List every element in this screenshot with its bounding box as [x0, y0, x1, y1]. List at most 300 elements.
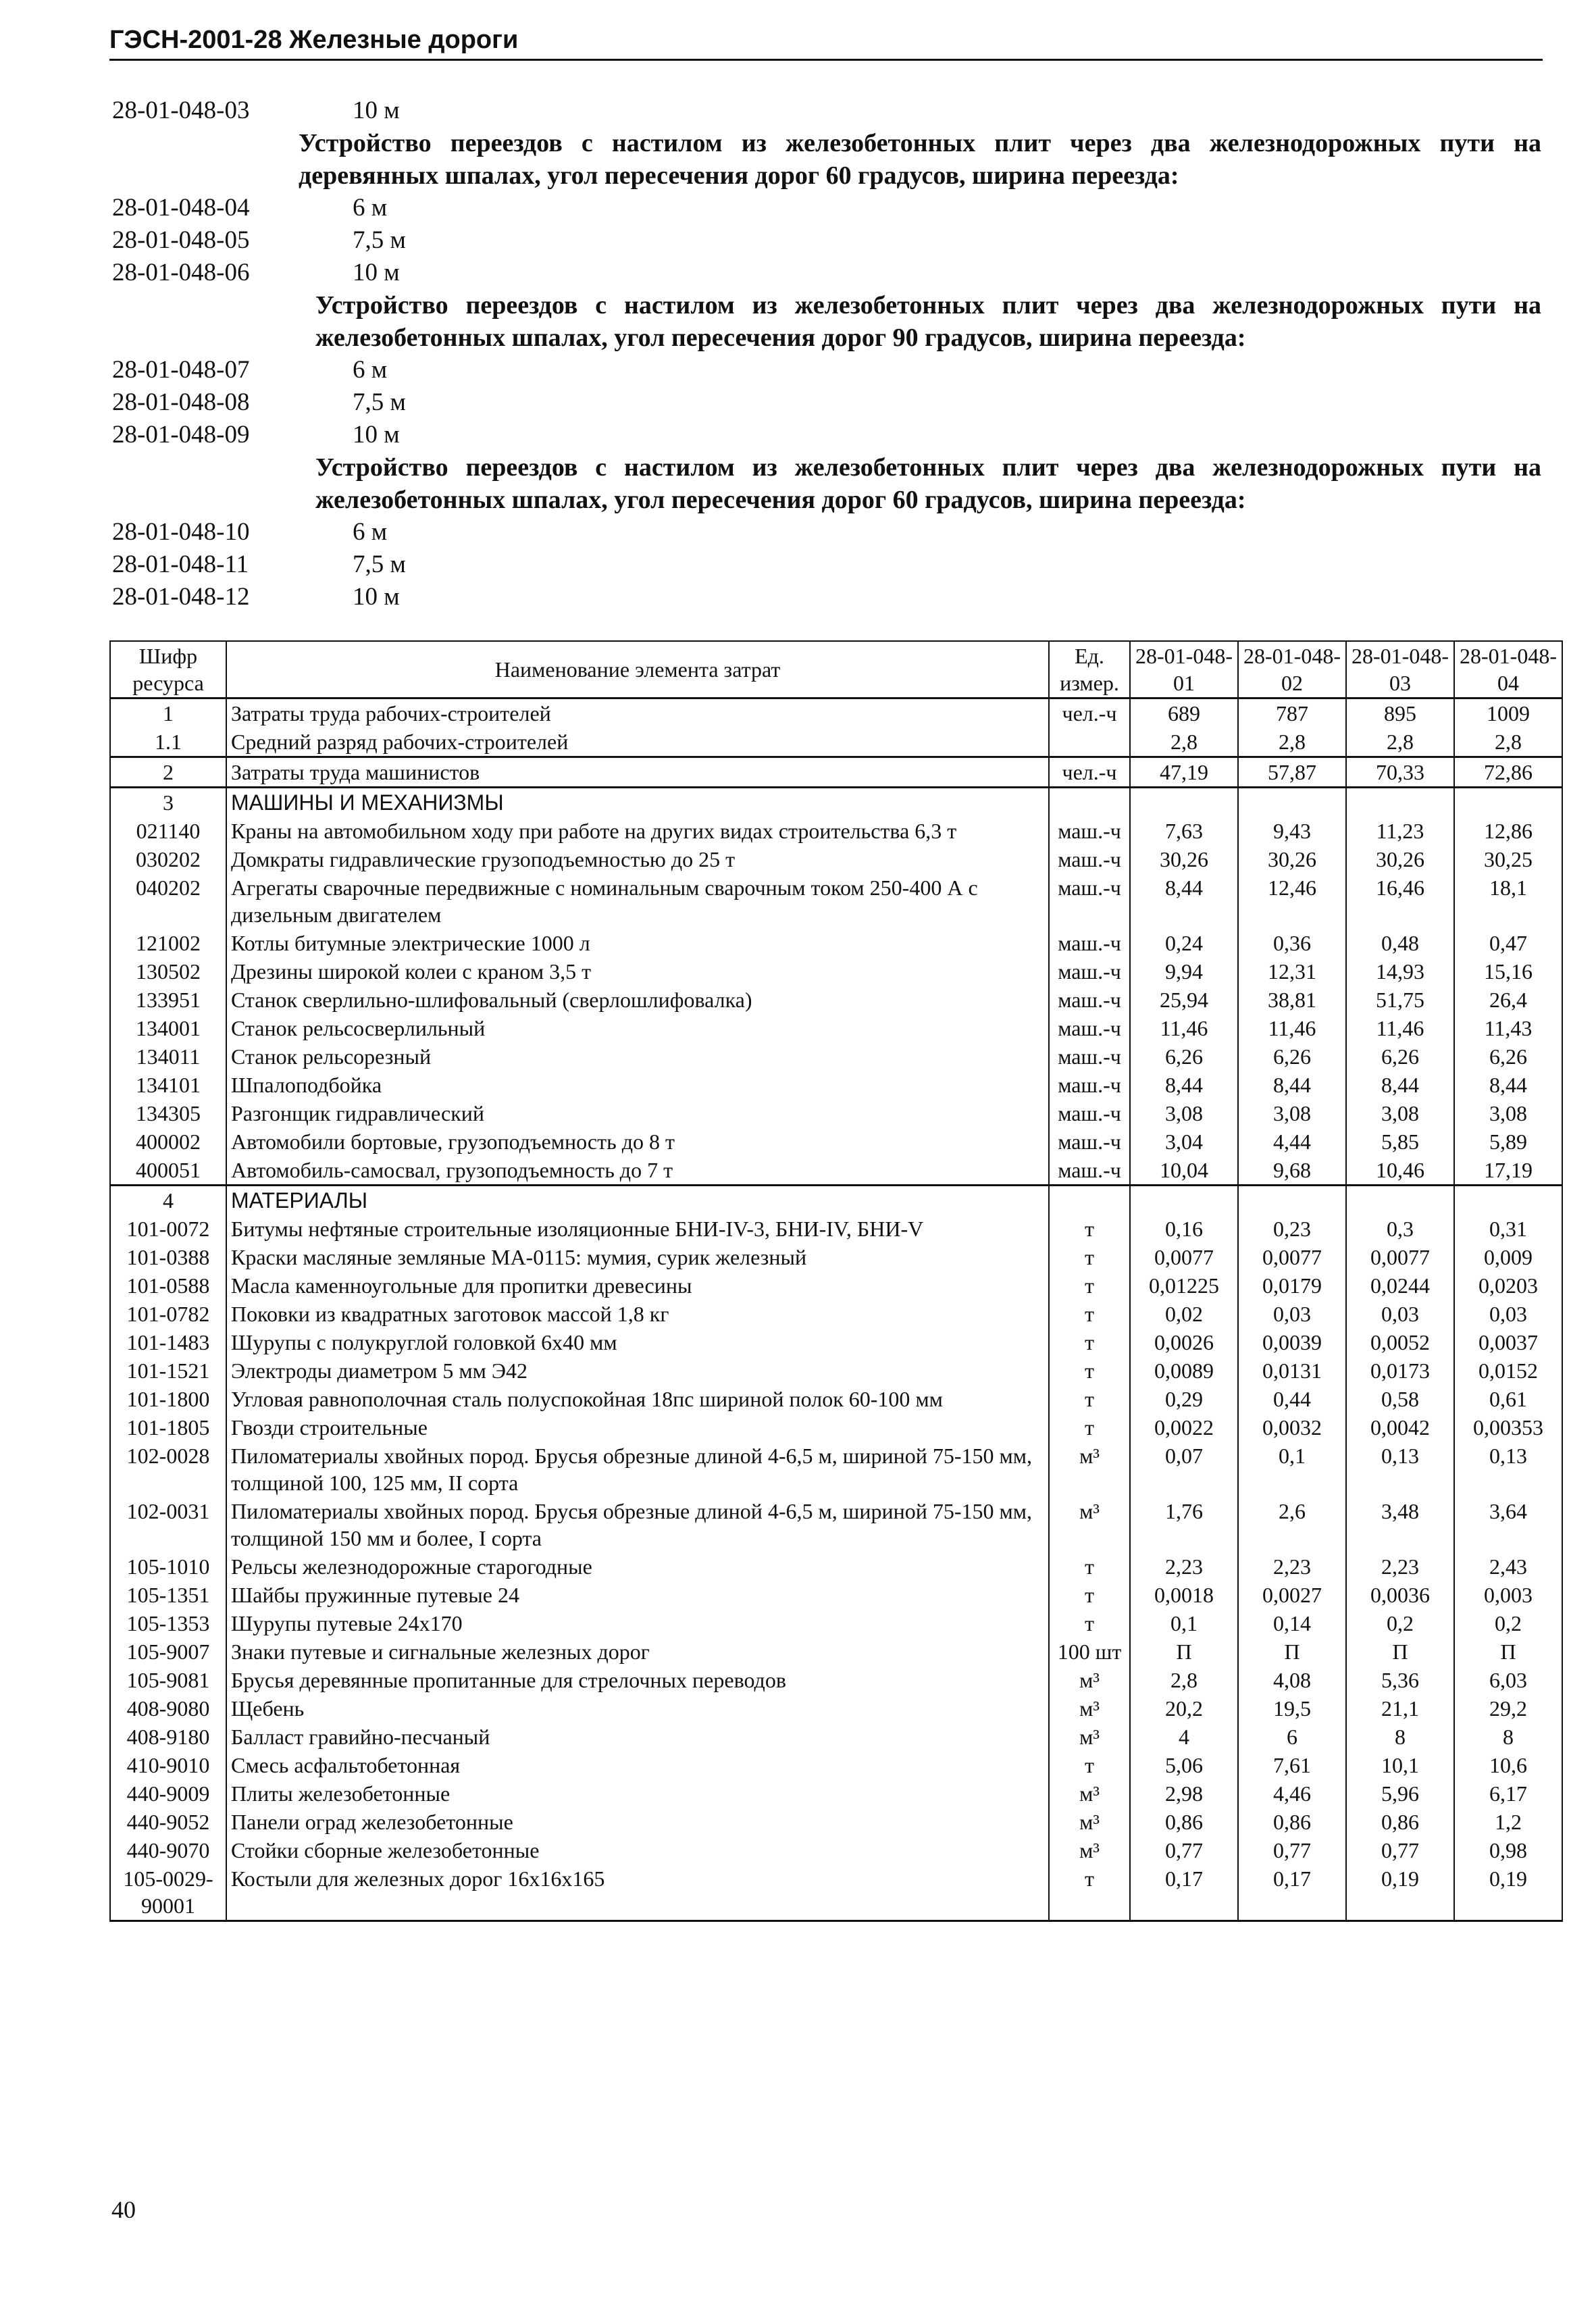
item-width: 6 м: [353, 356, 388, 384]
cell-value: 3,08: [1130, 1099, 1238, 1127]
cell-value: 8: [1454, 1723, 1562, 1751]
item-width: 10 м: [353, 583, 400, 611]
cell-value: 30,26: [1346, 845, 1454, 873]
cell-value: 0,44: [1238, 1385, 1346, 1413]
table-body: [110, 698, 1562, 1921]
cell-value: 10,6: [1454, 1751, 1562, 1779]
cell-code: 121002: [110, 929, 226, 957]
cell-value: 0,1: [1130, 1609, 1238, 1637]
cell-value: 0,2: [1454, 1609, 1562, 1637]
cell-value: 3,08: [1346, 1099, 1454, 1127]
cell-value: 5,36: [1346, 1666, 1454, 1694]
cell-value: 6: [1238, 1723, 1346, 1751]
cell-value: 3,04: [1130, 1127, 1238, 1156]
item-description: Устройство переездов с настилом из железобетонных плит через два железнодорожных пути на деревянных шпалах, угол пересечения дорог 60 градусов, ширина переезда:: [299, 129, 1541, 190]
cell-code: 101-0782: [110, 1300, 226, 1328]
list-item: [109, 549, 1543, 581]
cell-value: 9,94: [1130, 957, 1238, 986]
table-row: [110, 817, 1562, 845]
cell-code: 408-9080: [110, 1694, 226, 1723]
cell-code: 105-0029-90001: [110, 1864, 226, 1921]
table-row: [110, 1442, 1562, 1497]
table-row: [110, 1215, 1562, 1243]
list-item: [109, 516, 1543, 549]
cell-value: [1346, 788, 1454, 817]
item-width: 7,5 м: [353, 388, 406, 416]
item-code: 28-01-048-08: [112, 388, 250, 416]
header-col-1: 28-01-048-01: [1130, 641, 1238, 698]
cell-value: 1,2: [1454, 1808, 1562, 1836]
cell-name: Домкраты гидравлические грузоподъемностью до 25 т: [226, 845, 1049, 873]
cell-code: 3: [110, 788, 226, 817]
item-width: 7,5 м: [353, 551, 406, 578]
list-item: [109, 95, 1543, 127]
cell-value: 2,8: [1454, 728, 1562, 757]
page-number: 40: [111, 2196, 136, 2223]
cell-code: 400002: [110, 1127, 226, 1156]
header-name: Наименование элемента затрат: [226, 641, 1049, 698]
cell-value: 8,44: [1346, 1071, 1454, 1099]
table-row: [110, 1328, 1562, 1356]
cell-code: 133951: [110, 986, 226, 1014]
cell-value: 0,86: [1238, 1808, 1346, 1836]
cell-value: 14,93: [1346, 957, 1454, 986]
cell-code: 105-9081: [110, 1666, 226, 1694]
cell-value: 0,03: [1238, 1300, 1346, 1328]
cell-code: 101-1483: [110, 1328, 226, 1356]
table-row: [110, 1666, 1562, 1694]
cell-code: 134101: [110, 1071, 226, 1099]
cell-name: Угловая равнополочная сталь полуспокойная 18пс шириной полок 60-100 мм: [226, 1385, 1049, 1413]
cell-value: 5,89: [1454, 1127, 1562, 1156]
cell-value: 29,2: [1454, 1694, 1562, 1723]
cell-value: П: [1238, 1637, 1346, 1666]
cell-value: 3,08: [1454, 1099, 1562, 1127]
cell-value: 8: [1346, 1723, 1454, 1751]
item-code: 28-01-048-05: [112, 226, 250, 254]
cell-value: 0,2: [1346, 1609, 1454, 1637]
cell-value: 12,46: [1238, 873, 1346, 929]
table-row: [110, 1099, 1562, 1127]
item-code: 28-01-048-04: [112, 194, 250, 222]
table-row: [110, 728, 1562, 757]
table-row: [110, 757, 1562, 788]
cell-name: Шпалоподбойка: [226, 1071, 1049, 1099]
cell-name: Балласт гравийно-песчаный: [226, 1723, 1049, 1751]
cell-value: 12,86: [1454, 817, 1562, 845]
cell-unit: [1049, 788, 1130, 817]
cell-code: 130502: [110, 957, 226, 986]
cell-value: 1009: [1454, 698, 1562, 728]
cell-value: 0,0022: [1130, 1413, 1238, 1442]
table-row: [110, 1609, 1562, 1637]
cell-value: 689: [1130, 698, 1238, 728]
cell-code: 102-0031: [110, 1497, 226, 1552]
cell-value: 57,87: [1238, 757, 1346, 788]
item-code: 28-01-048-03: [112, 97, 250, 124]
cell-unit: т: [1049, 1243, 1130, 1271]
list-item: [109, 419, 1543, 451]
cell-value: 10,1: [1346, 1751, 1454, 1779]
page-header: [109, 26, 1543, 61]
cell-value: П: [1346, 1637, 1454, 1666]
cell-unit: т: [1049, 1385, 1130, 1413]
table-row: [110, 929, 1562, 957]
cell-value: 70,33: [1346, 757, 1454, 788]
cell-value: П: [1130, 1637, 1238, 1666]
cell-value: 0,0244: [1346, 1271, 1454, 1300]
table-header-row: [110, 641, 1562, 698]
cell-name: Разгонщик гидравлический: [226, 1099, 1049, 1127]
header-col-2: 28-01-048-02: [1238, 641, 1346, 698]
cell-value: 0,13: [1454, 1442, 1562, 1497]
cell-name: Агрегаты сварочные передвижные с номинальным сварочным током 250-400 А с дизельным двигателем: [226, 873, 1049, 929]
cell-name: Масла каменноугольные для пропитки древесины: [226, 1271, 1049, 1300]
cell-value: 0,0037: [1454, 1328, 1562, 1356]
cell-value: 0,0032: [1238, 1413, 1346, 1442]
list-item: [109, 354, 1543, 386]
cell-value: 25,94: [1130, 986, 1238, 1014]
cell-name: Битумы нефтяные строительные изоляционные БНИ-IV-3, БНИ-IV, БНИ-V: [226, 1215, 1049, 1243]
item-width: 7,5 м: [353, 226, 406, 254]
item-description: Устройство переездов с настилом из железобетонных плит через два железнодорожных пути на железобетонных шпалах, угол пересечения дорог 90 градусов, ширина переезда:: [315, 291, 1541, 352]
cell-value: 8,44: [1454, 1071, 1562, 1099]
cell-code: 101-0588: [110, 1271, 226, 1300]
cell-value: 10,04: [1130, 1156, 1238, 1186]
cell-value: 6,26: [1454, 1042, 1562, 1071]
cell-unit: маш.-ч: [1049, 1042, 1130, 1071]
cell-value: 0,0173: [1346, 1356, 1454, 1385]
cell-value: 5,96: [1346, 1779, 1454, 1808]
item-code: 28-01-048-06: [112, 259, 250, 286]
cell-value: 0,23: [1238, 1215, 1346, 1243]
cell-value: 72,86: [1454, 757, 1562, 788]
cell-code: 440-9009: [110, 1779, 226, 1808]
table-row: [110, 1271, 1562, 1300]
cell-code: 105-1351: [110, 1581, 226, 1609]
table-row: [110, 873, 1562, 929]
cell-unit: [1049, 728, 1130, 757]
cell-unit: т: [1049, 1864, 1130, 1921]
cell-value: 0,0131: [1238, 1356, 1346, 1385]
cell-value: 7,63: [1130, 817, 1238, 845]
cell-value: 17,19: [1454, 1156, 1562, 1186]
cell-value: 30,26: [1130, 845, 1238, 873]
cell-value: 11,46: [1130, 1014, 1238, 1042]
cell-code: 105-9007: [110, 1637, 226, 1666]
cell-code: 101-0388: [110, 1243, 226, 1271]
cell-value: 0,003: [1454, 1581, 1562, 1609]
cell-value: [1346, 1186, 1454, 1215]
cell-value: [1130, 788, 1238, 817]
cell-code: 105-1353: [110, 1609, 226, 1637]
cell-code: 134011: [110, 1042, 226, 1071]
item-width: 10 м: [353, 259, 400, 286]
cell-value: 21,1: [1346, 1694, 1454, 1723]
section-title: МАТЕРИАЛЫ: [226, 1186, 1049, 1215]
cell-code: 101-1521: [110, 1356, 226, 1385]
cell-code: 102-0028: [110, 1442, 226, 1497]
cell-value: 6,26: [1130, 1042, 1238, 1071]
cell-value: 0,19: [1346, 1864, 1454, 1921]
cell-code: 040202: [110, 873, 226, 929]
table-row: [110, 788, 1562, 817]
cell-value: 11,46: [1238, 1014, 1346, 1042]
cell-value: 8,44: [1130, 873, 1238, 929]
cell-value: 0,36: [1238, 929, 1346, 957]
item-list: [109, 95, 1543, 613]
table-row: [110, 698, 1562, 728]
cell-code: 021140: [110, 817, 226, 845]
cell-value: 2,23: [1238, 1552, 1346, 1581]
cell-value: 5,85: [1346, 1127, 1454, 1156]
cell-unit: т: [1049, 1413, 1130, 1442]
cell-name: Станок сверлильно-шлифовальный (сверлошлифовалка): [226, 986, 1049, 1014]
cell-value: 0,3: [1346, 1215, 1454, 1243]
cell-value: 4: [1130, 1723, 1238, 1751]
cell-name: Станок рельсосверлильный: [226, 1014, 1049, 1042]
cell-value: 0,0203: [1454, 1271, 1562, 1300]
cell-code: 105-1010: [110, 1552, 226, 1581]
cell-unit: маш.-ч: [1049, 1014, 1130, 1042]
header-col-4: 28-01-048-04: [1454, 641, 1562, 698]
cell-unit: т: [1049, 1751, 1130, 1779]
cell-value: 0,16: [1130, 1215, 1238, 1243]
cell-value: П: [1454, 1637, 1562, 1666]
cell-value: 0,0027: [1238, 1581, 1346, 1609]
table-row: [110, 1694, 1562, 1723]
cell-unit: т: [1049, 1356, 1130, 1385]
cell-unit: маш.-ч: [1049, 845, 1130, 873]
cell-name: Плиты железобетонные: [226, 1779, 1049, 1808]
cell-name: Средний разряд рабочих-строителей: [226, 728, 1049, 757]
table-row: [110, 1497, 1562, 1552]
cell-unit: т: [1049, 1581, 1130, 1609]
cell-value: 0,0152: [1454, 1356, 1562, 1385]
cell-value: 0,86: [1130, 1808, 1238, 1836]
item-width: 10 м: [353, 421, 400, 449]
cell-value: [1454, 788, 1562, 817]
cell-code: 101-0072: [110, 1215, 226, 1243]
cell-value: 0,13: [1346, 1442, 1454, 1497]
table-row: [110, 1385, 1562, 1413]
cell-unit: маш.-ч: [1049, 817, 1130, 845]
section-title: МАШИНЫ И МЕХАНИЗМЫ: [226, 788, 1049, 817]
cell-unit: маш.-ч: [1049, 1099, 1130, 1127]
cell-unit: маш.-ч: [1049, 873, 1130, 929]
page-header-title: ГЭСН-2001-28 Железные дороги: [109, 26, 519, 54]
cell-name: Костыли для железных дорог 16х16х165: [226, 1864, 1049, 1921]
cell-unit: маш.-ч: [1049, 929, 1130, 957]
item-code: 28-01-048-12: [112, 583, 250, 611]
cell-code: 030202: [110, 845, 226, 873]
table-row: [110, 1071, 1562, 1099]
cell-unit: маш.-ч: [1049, 1071, 1130, 1099]
cell-value: 0,0042: [1346, 1413, 1454, 1442]
table-row: [110, 957, 1562, 986]
cell-name: Рельсы железнодорожные старогодные: [226, 1552, 1049, 1581]
cell-value: 3,48: [1346, 1497, 1454, 1552]
table-row: [110, 1723, 1562, 1751]
header-unit: Ед. измер.: [1049, 641, 1130, 698]
cell-value: 3,64: [1454, 1497, 1562, 1552]
cell-name: Краны на автомобильном ходу при работе на других видах строительства 6,3 т: [226, 817, 1049, 845]
cell-unit: т: [1049, 1300, 1130, 1328]
cell-value: 0,86: [1346, 1808, 1454, 1836]
cell-code: 440-9070: [110, 1836, 226, 1864]
cell-name: Гвозди строительные: [226, 1413, 1049, 1442]
cell-value: 2,23: [1130, 1552, 1238, 1581]
cell-unit: т: [1049, 1328, 1130, 1356]
cell-unit: м³: [1049, 1666, 1130, 1694]
cell-value: 30,25: [1454, 845, 1562, 873]
cell-value: 19,5: [1238, 1694, 1346, 1723]
cell-name: Затраты труда рабочих-строителей: [226, 698, 1049, 728]
cell-value: 0,07: [1130, 1442, 1238, 1497]
table-row: [110, 1864, 1562, 1921]
list-item: [109, 257, 1543, 289]
cell-value: 30,26: [1238, 845, 1346, 873]
cell-unit: м³: [1049, 1836, 1130, 1864]
cell-value: [1238, 788, 1346, 817]
list-item: [109, 386, 1543, 419]
item-width: 6 м: [353, 194, 388, 222]
header-code: Шифр ресурса: [110, 641, 226, 698]
cell-value: 0,17: [1130, 1864, 1238, 1921]
table-row: [110, 1356, 1562, 1385]
cell-unit: маш.-ч: [1049, 986, 1130, 1014]
cell-value: 0,0179: [1238, 1271, 1346, 1300]
table-row: [110, 1413, 1562, 1442]
header-col-3: 28-01-048-03: [1346, 641, 1454, 698]
cell-name: Дрезины широкой колеи с краном 3,5 т: [226, 957, 1049, 986]
cell-value: 0,0036: [1346, 1581, 1454, 1609]
cell-unit: т: [1049, 1609, 1130, 1637]
item-code: 28-01-048-11: [112, 551, 249, 578]
cell-value: 47,19: [1130, 757, 1238, 788]
cell-name: Пиломатериалы хвойных пород. Брусья обрезные длиной 4-6,5 м, шириной 75-150 мм, толщиной 100, 125 мм, II сорта: [226, 1442, 1049, 1497]
cell-value: 20,2: [1130, 1694, 1238, 1723]
cell-name: Электроды диаметром 5 мм Э42: [226, 1356, 1049, 1385]
cell-value: 1,76: [1130, 1497, 1238, 1552]
cell-value: 0,48: [1346, 929, 1454, 957]
cell-value: 0,77: [1130, 1836, 1238, 1864]
cell-unit: м³: [1049, 1694, 1130, 1723]
cell-value: 18,1: [1454, 873, 1562, 929]
cell-value: 9,68: [1238, 1156, 1346, 1186]
cell-unit: маш.-ч: [1049, 957, 1130, 986]
cell-value: 2,43: [1454, 1552, 1562, 1581]
cell-value: 0,61: [1454, 1385, 1562, 1413]
cell-value: 9,43: [1238, 817, 1346, 845]
cell-value: 0,77: [1346, 1836, 1454, 1864]
cell-value: 0,14: [1238, 1609, 1346, 1637]
table-row: [110, 1042, 1562, 1071]
cell-value: 8,44: [1130, 1071, 1238, 1099]
cell-value: 2,8: [1130, 1666, 1238, 1694]
table-row: [110, 1637, 1562, 1666]
cell-value: [1454, 1186, 1562, 1215]
cell-name: Шурупы путевые 24х170: [226, 1609, 1049, 1637]
cell-unit: т: [1049, 1271, 1130, 1300]
cell-value: 2,98: [1130, 1779, 1238, 1808]
cell-name: Затраты труда машинистов: [226, 757, 1049, 788]
table-row: [110, 1156, 1562, 1186]
list-item: [109, 192, 1543, 224]
cell-unit: 100 шт: [1049, 1637, 1130, 1666]
table-row: [110, 1808, 1562, 1836]
cell-value: 0,47: [1454, 929, 1562, 957]
table-row: [110, 1552, 1562, 1581]
table-row: [110, 1186, 1562, 1215]
cell-value: 0,02: [1130, 1300, 1238, 1328]
cell-value: 0,77: [1238, 1836, 1346, 1864]
cell-value: 787: [1238, 698, 1346, 728]
cell-code: 410-9010: [110, 1751, 226, 1779]
cell-value: 0,19: [1454, 1864, 1562, 1921]
cell-unit: т: [1049, 1552, 1130, 1581]
cell-unit: чел.-ч: [1049, 757, 1130, 788]
cell-name: Поковки из квадратных заготовок массой 1,8 кг: [226, 1300, 1049, 1328]
cell-value: 7,61: [1238, 1751, 1346, 1779]
cell-value: 0,01225: [1130, 1271, 1238, 1300]
item-code: 28-01-048-07: [112, 356, 250, 384]
table-row: [110, 986, 1562, 1014]
table-row: [110, 1751, 1562, 1779]
cell-value: 0,0077: [1346, 1243, 1454, 1271]
cell-value: [1130, 1186, 1238, 1215]
cell-value: 0,03: [1454, 1300, 1562, 1328]
cell-value: 11,43: [1454, 1014, 1562, 1042]
resource-table: [109, 640, 1563, 1922]
item-description: Устройство переездов с настилом из железобетонных плит через два железнодорожных пути на железобетонных шпалах, угол пересечения дорог 60 градусов, ширина переезда:: [315, 453, 1541, 514]
cell-name: Автомобиль-самосвал, грузоподъемность до 7 т: [226, 1156, 1049, 1186]
item-code: 28-01-048-10: [112, 518, 250, 546]
cell-value: 0,1: [1238, 1442, 1346, 1497]
cell-name: Станок рельсорезный: [226, 1042, 1049, 1071]
cell-value: [1238, 1186, 1346, 1215]
cell-value: 8,44: [1238, 1071, 1346, 1099]
cell-name: Смесь асфальтобетонная: [226, 1751, 1049, 1779]
cell-value: 16,46: [1346, 873, 1454, 929]
cell-name: Шурупы с полукруглой головкой 6х40 мм: [226, 1328, 1049, 1356]
cell-value: 0,29: [1130, 1385, 1238, 1413]
cell-value: 0,58: [1346, 1385, 1454, 1413]
cell-value: 0,0018: [1130, 1581, 1238, 1609]
cell-value: 2,8: [1346, 728, 1454, 757]
cell-value: 6,03: [1454, 1666, 1562, 1694]
cell-value: 38,81: [1238, 986, 1346, 1014]
cell-code: 408-9180: [110, 1723, 226, 1751]
cell-value: 6,26: [1346, 1042, 1454, 1071]
cell-value: 2,6: [1238, 1497, 1346, 1552]
cell-value: 0,31: [1454, 1215, 1562, 1243]
cell-value: 4,44: [1238, 1127, 1346, 1156]
cell-value: 0,00353: [1454, 1413, 1562, 1442]
cell-value: 5,06: [1130, 1751, 1238, 1779]
table-row: [110, 1127, 1562, 1156]
cell-value: 0,17: [1238, 1864, 1346, 1921]
item-width: 10 м: [353, 97, 400, 124]
list-item: [109, 224, 1543, 257]
cell-code: 101-1800: [110, 1385, 226, 1413]
cell-value: 51,75: [1346, 986, 1454, 1014]
item-width: 6 м: [353, 518, 388, 546]
cell-name: Шайбы пружинные путевые 24: [226, 1581, 1049, 1609]
cell-code: 400051: [110, 1156, 226, 1186]
cell-code: 101-1805: [110, 1413, 226, 1442]
table-row: [110, 845, 1562, 873]
